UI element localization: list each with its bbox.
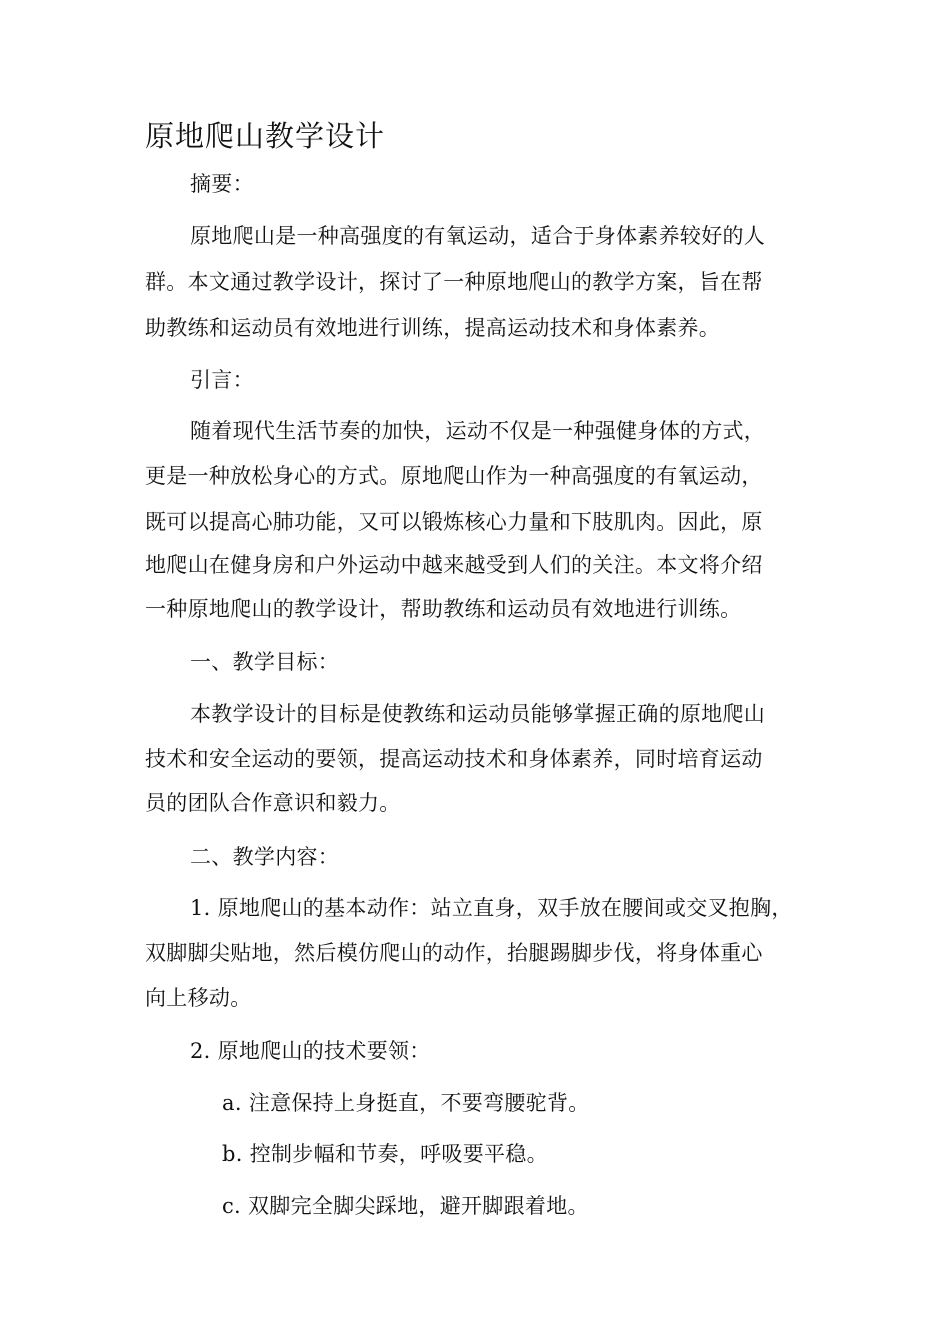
list-item-1-line: 1. 原地爬山的基本动作：站立直身，双手放在腰间或交叉抱胸， <box>190 896 793 920</box>
list-item-1-line: 向上移动。 <box>145 986 252 1010</box>
abstract-line: 原地爬山是一种高强度的有氧运动，适合于身体素养较好的人 <box>190 224 766 248</box>
section1-heading: 一、教学目标： <box>190 650 340 674</box>
sub-item-c: c. 双脚完全脚尖踩地，避开脚跟着地。 <box>222 1194 589 1218</box>
intro-line: 一种原地爬山的教学设计，帮助教练和运动员有效地进行训练。 <box>145 597 742 621</box>
intro-line: 随着现代生活节奏的加快，运动不仅是一种强健身体的方式， <box>190 419 766 443</box>
abstract-line: 助教练和运动员有效地进行训练，提高运动技术和身体素养。 <box>145 316 721 340</box>
abstract-heading: 摘要： <box>190 172 254 196</box>
list-item-2-heading: 2. 原地爬山的技术要领： <box>190 1039 431 1063</box>
abstract-line: 群。本文通过教学设计，探讨了一种原地爬山的教学方案，旨在帮 <box>145 270 763 294</box>
intro-heading: 引言： <box>190 368 254 392</box>
intro-line: 地爬山在健身房和户外运动中越来越受到人们的关注。本文将介绍 <box>145 553 763 577</box>
document-title: 原地爬山教学设计 <box>145 119 386 153</box>
sub-item-a: a. 注意保持上身挺直，不要弯腰驼背。 <box>222 1091 590 1115</box>
list-item-1-line: 双脚脚尖贴地，然后模仿爬山的动作，抬腿踢脚步伐，将身体重心 <box>145 941 763 965</box>
sub-item-b: b. 控制步幅和节奏，呼吸要平稳。 <box>222 1142 548 1166</box>
section1-line: 员的团队合作意识和毅力。 <box>145 791 401 815</box>
section1-line: 本教学设计的目标是使教练和运动员能够掌握正确的原地爬山 <box>190 702 766 726</box>
intro-line: 既可以提高心肺功能，又可以锻炼核心力量和下肢肌肉。因此，原 <box>145 510 763 534</box>
section1-line: 技术和安全运动的要领，提高运动技术和身体素养，同时培育运动 <box>145 747 763 771</box>
intro-line: 更是一种放松身心的方式。原地爬山作为一种高强度的有氧运动， <box>145 464 763 488</box>
section2-heading: 二、教学内容： <box>190 845 340 869</box>
